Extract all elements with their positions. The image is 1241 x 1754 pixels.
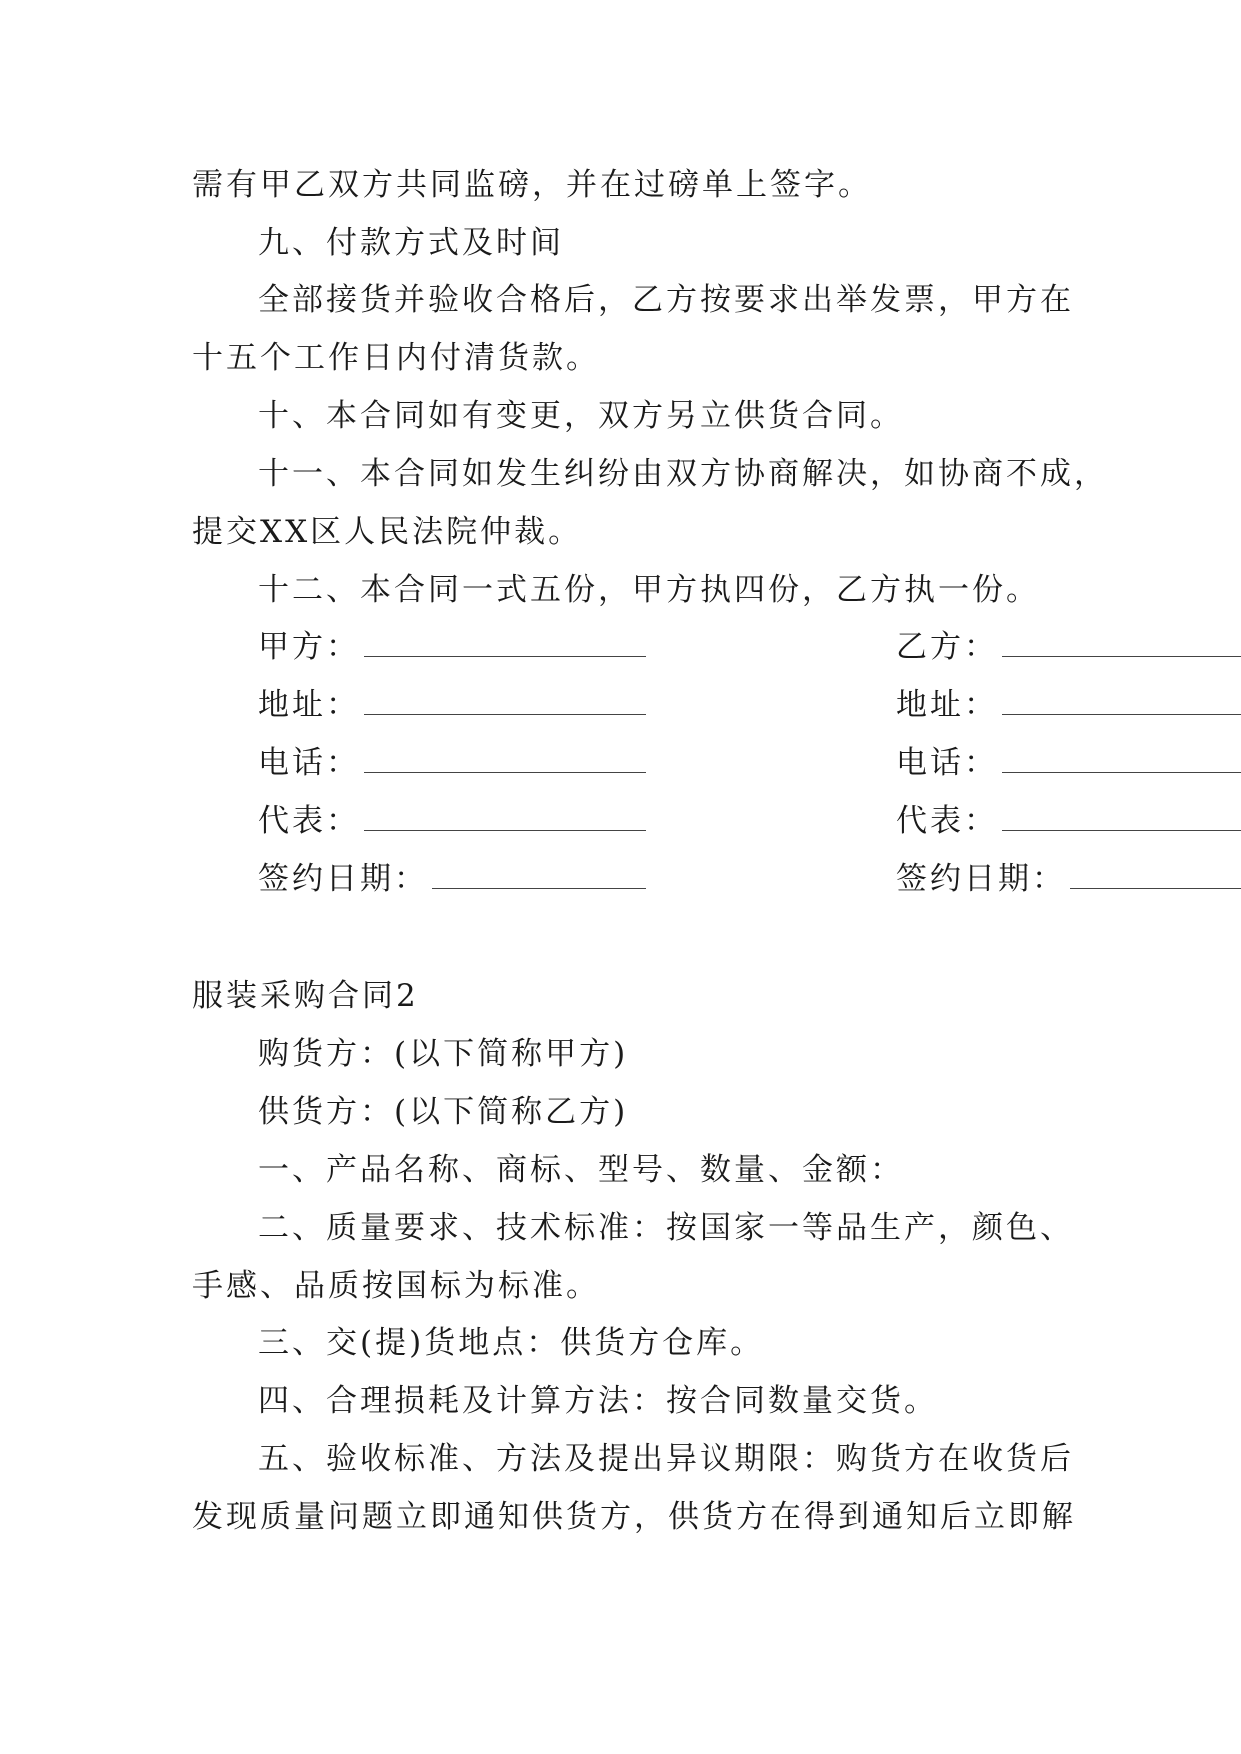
date-a-blank[interactable]: [432, 862, 646, 889]
address-b-label: 地址：: [896, 687, 998, 723]
rep-b-blank[interactable]: [1002, 804, 1241, 831]
buyer-line: 购货方：(以下简称甲方): [258, 1036, 629, 1072]
clause-five: 五、验收标准、方法及提出异议期限：购货方在收货后: [258, 1441, 1074, 1477]
signature-row-representative: [258, 801, 998, 841]
supplier-line: 供货方：(以下简称乙方): [258, 1094, 629, 1130]
clause-eleven: 十一、本合同如发生纠纷由双方协商解决，如协商不成，: [258, 456, 1108, 492]
paragraph-line: 需有甲乙双方共同监磅，并在过磅单上签字。: [192, 167, 872, 203]
clause-five-continued: 发现质量问题立即通知供货方，供货方在得到通知后立即解: [192, 1499, 1076, 1535]
clause-one: 一、产品名称、商标、型号、数量、金额：: [258, 1152, 904, 1188]
clause-two: 二、质量要求、技术标准：按国家一等品生产，颜色、: [258, 1210, 1074, 1246]
paragraph-line: 全部接货并验收合格后，乙方按要求出举发票，甲方在: [258, 282, 1074, 318]
clause-four: 四、合理损耗及计算方法：按合同数量交货。: [258, 1383, 938, 1419]
phone-a-label: 电话：: [258, 745, 360, 781]
date-b-label: 签约日期：: [896, 861, 1066, 897]
signature-row-party: [258, 627, 998, 667]
contract-title: 服装采购合同2: [192, 978, 419, 1014]
paragraph-line: 提交XX区人民法院仲裁。: [192, 514, 583, 550]
section-heading-payment: 九、付款方式及时间: [258, 225, 564, 261]
clause-ten: 十、本合同如有变更，双方另立供货合同。: [258, 398, 904, 434]
signature-row-phone: [258, 743, 998, 783]
phone-b-label: 电话：: [896, 745, 998, 781]
clause-three: 三、交(提)货地点：供货方仓库。: [258, 1325, 765, 1361]
paragraph-line: 十五个工作日内付清货款。: [192, 340, 600, 376]
address-a-label: 地址：: [258, 687, 360, 723]
party-a-blank[interactable]: [364, 630, 646, 657]
address-b-blank[interactable]: [1002, 688, 1241, 715]
clause-two-continued: 手感、品质按国标为标准。: [192, 1268, 600, 1304]
party-a-label: 甲方：: [258, 629, 360, 665]
phone-a-blank[interactable]: [364, 746, 646, 773]
date-b-blank[interactable]: [1070, 862, 1241, 889]
party-b-label: 乙方：: [896, 629, 998, 665]
party-b-blank[interactable]: [1002, 630, 1241, 657]
signature-row-address: [258, 685, 998, 725]
phone-b-blank[interactable]: [1002, 746, 1241, 773]
rep-a-label: 代表：: [258, 803, 360, 839]
address-a-blank[interactable]: [364, 688, 646, 715]
rep-a-blank[interactable]: [364, 804, 646, 831]
rep-b-label: 代表：: [896, 803, 998, 839]
clause-twelve: 十二、本合同一式五份，甲方执四份，乙方执一份。: [258, 572, 1040, 608]
signature-row-date: [258, 859, 1066, 899]
date-a-label: 签约日期：: [258, 861, 428, 897]
